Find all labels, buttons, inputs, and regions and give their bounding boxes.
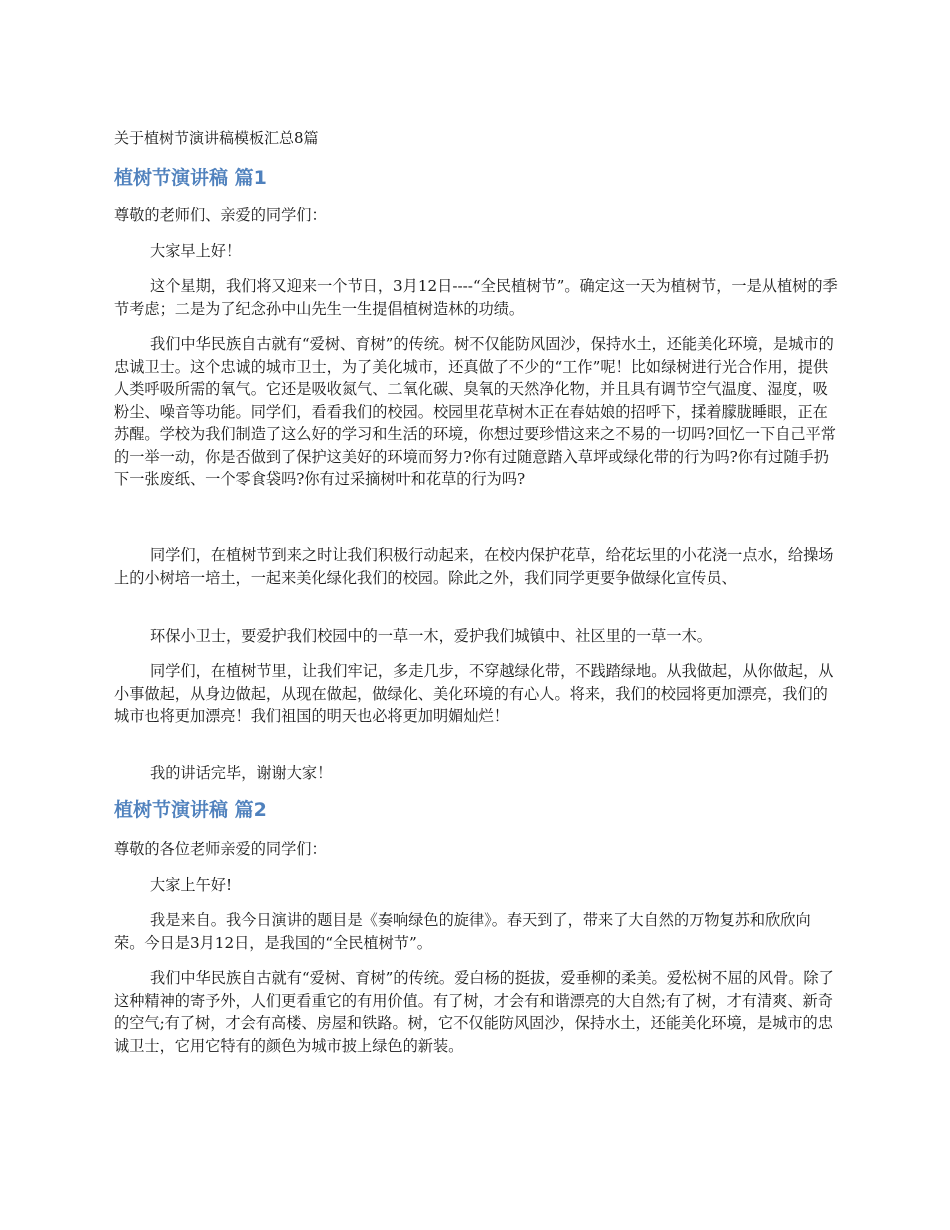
greeting: 大家早上好！ — [150, 242, 242, 260]
body-paragraph: 这个星期，我们将又迎来一个节日，3月12日----“全民植树节”。确定这一天为植树节，一是从植树的季节考虑；二是为了纪念孙中山先生一生提倡植树造林的功绩。 — [114, 277, 838, 318]
section-heading-1: 植树节演讲稿 篇1 — [114, 167, 267, 189]
salutation: 尊敬的老师们、亲爱的同学们： — [114, 206, 327, 224]
salutation: 尊敬的各位老师亲爱的同学们： — [114, 840, 327, 858]
greeting: 大家上午好! — [150, 876, 233, 894]
body-paragraph: 同学们，在植树节到来之时让我们积极行动起来，在校内保护花草，给花坛里的小花浇一点水，给操场上的小树培一培土，一起来美化绿化我们的校园。除此之外，我们同学更要争做绿化宣传员、 — [114, 546, 834, 587]
section-heading-2: 植树节演讲稿 篇2 — [114, 799, 267, 821]
document-title: 关于植树节演讲稿模板汇总8篇 — [114, 129, 319, 147]
body-paragraph: 同学们，在植树节里，让我们牢记，多走几步，不穿越绿化带，不践踏绿地。从我做起，从你做起，从小事做起，从身边做起，从现在做起，做绿化、美化环境的有心人。将来，我们的校园将更加漂亮，我们的城市也将更加漂亮！我们祖国的明天也必将更加明媚灿烂！ — [114, 662, 834, 725]
body-paragraph: 我是来自。我今日演讲的题目是《奏响绿色的旋律》。春天到了，带来了大自然的万物复苏和欣欣向荣。今日是3月12日，是我国的“全民植树节”。 — [114, 911, 811, 952]
closing: 我的讲话完毕，谢谢大家！ — [150, 764, 333, 782]
body-paragraph: 我们中华民族自古就有“爱树、育树”的传统。树不仅能防风固沙，保持水土，还能美化环境，是城市的忠诚卫士。这个忠诚的城市卫士，为了美化城市，还真做了不少的“工作”呢！比如绿树进行光合作用，提供人类呼吸所需的氧气。它还是吸收氮气、二氧化碳、臭氧的天然净化物，并且具有调节空气温度、湿度，吸粉尘、噪音等功能。同学们，看看我们的校园。校园里花草树木正在春姑娘的招呼下，揉着朦胧睡眼，正在苏醒。学校为我们制造了这么好的学习和生活的环境，你想过要珍惜这来之不易的一切吗?回忆一下自己平常的一举一动，你是否做到了保护这美好的环境而努力?你有过随意踏入草坪或绿化带的行为吗?你有过随手扔下一张废纸、一个零食袋吗?你有过采摘树叶和花草的行为吗? — [114, 335, 836, 488]
body-paragraph: 我们中华民族自古就有“爱树、育树”的传统。爱白杨的挺拔，爱垂柳的柔美。爱松树不屈的风骨。除了这种精神的寄予外，人们更看重它的有用价值。有了树，才会有和谐漂亮的大自然;有了树，才有清爽、新奇的空气;有了树，才会有高楼、房屋和铁路。树，它不仅能防风固沙，保持水土，还能美化环境，是城市的忠诚卫士，它用它特有的颜色为城市披上绿色的新装。 — [114, 969, 834, 1055]
body-paragraph: 环保小卫士，要爱护我们校园中的一草一木，爱护我们城镇中、社区里的一草一木。 — [150, 627, 712, 645]
